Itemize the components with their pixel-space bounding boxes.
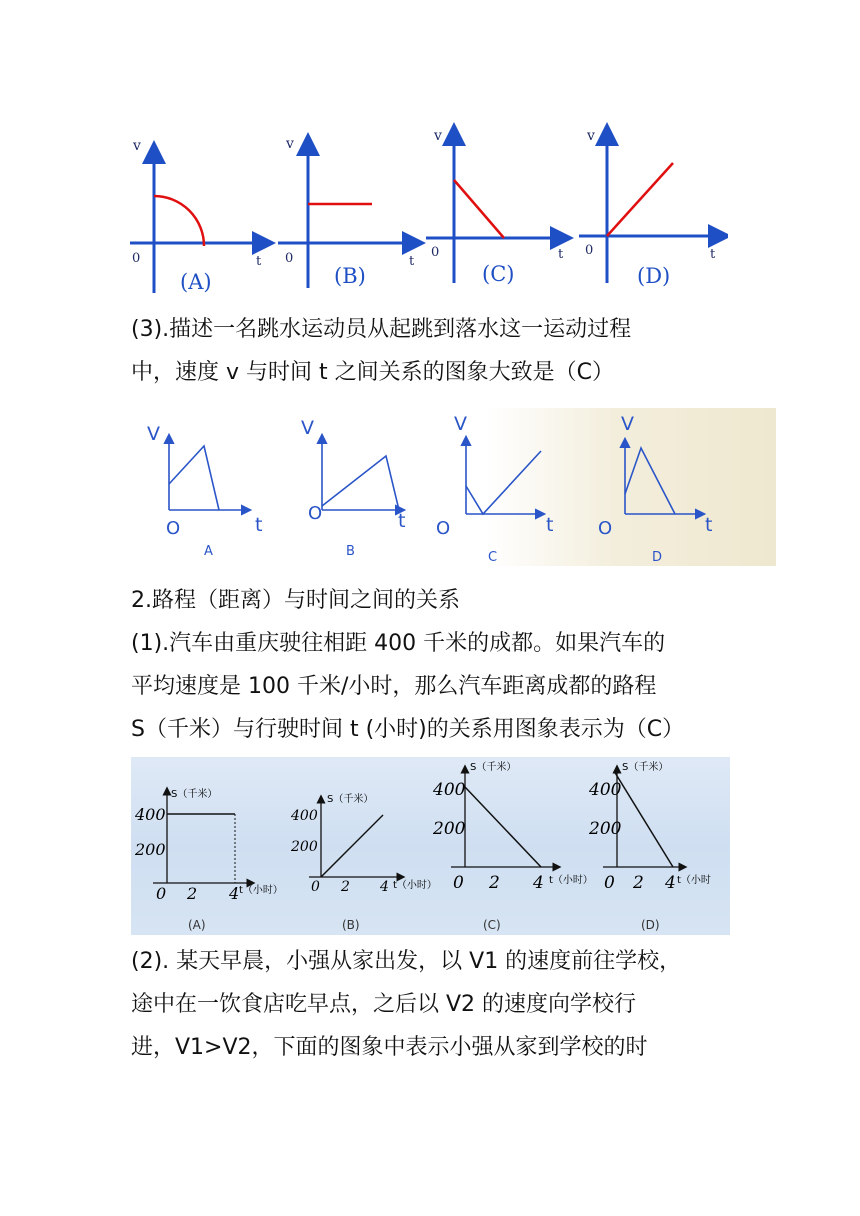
axis-t-c2: t (546, 514, 554, 536)
diver-curve-b (322, 456, 399, 510)
diver-graph-a (147, 423, 262, 559)
distance-line-b (321, 815, 383, 877)
axis-v-c: v (434, 128, 442, 144)
origin-c: 0 (431, 245, 440, 260)
axis-t-b3: t（小时） (393, 880, 437, 891)
axis-t-a2: t (255, 514, 263, 536)
graph-b (278, 136, 420, 288)
axis-s-a3: S（千米） (171, 789, 218, 800)
tick-4-c3: 4 (533, 873, 544, 893)
distance-line-d (614, 771, 673, 867)
section-2-heading-text: 2.路程（距离）与时间之间的关系 (131, 588, 460, 613)
question-3-line-2: 中，速度 v 与时间 t 之间关系的图象大致是（C） (131, 360, 614, 385)
label-a3: (A) (188, 918, 206, 932)
velocity-graphs-svg (130, 108, 728, 300)
tick-4-a3: 4 (229, 884, 240, 903)
origin-c3: 0 (453, 873, 464, 893)
axis-v-a: v (133, 138, 141, 154)
question-1-line-2: 平均速度是 100 千米/小时，那么汽车距离成都的路程 (131, 674, 657, 699)
origin-a: 0 (132, 251, 141, 266)
label-a2: A (204, 544, 213, 559)
axis-t-d3: t（小时 (677, 875, 711, 886)
distance-graph-a (134, 787, 283, 932)
axis-s-d3: S（千米） (622, 762, 669, 773)
diver-graph-b (301, 417, 405, 559)
diver-velocity-figure (131, 408, 776, 566)
origin-b2: O (308, 503, 323, 524)
tick-4-d3: 4 (665, 873, 676, 893)
tick-4-b3: 4 (380, 879, 389, 895)
axis-s-c3: S（千米） (470, 762, 517, 773)
origin-d2: O (598, 518, 613, 539)
section-2-heading (131, 579, 731, 622)
distance-graph-d (588, 760, 711, 932)
axis-t-a3: t（小时） (239, 885, 283, 896)
tick-400-d3: 400 (589, 780, 622, 800)
tick-200-a3: 200 (135, 840, 166, 859)
distance-time-svg (131, 757, 730, 935)
label-b3: (B) (342, 918, 360, 932)
tick-2-a3: 2 (187, 884, 198, 903)
graph-c (426, 128, 568, 286)
axis-t-d2: t (705, 514, 713, 536)
axis-t-b: t (409, 254, 415, 269)
diver-curve-d (625, 448, 675, 514)
distance-graph-c (432, 760, 593, 932)
axis-t-b2: t (398, 510, 406, 532)
velocity-graphs-figure (130, 108, 728, 300)
label-c: (C) (482, 262, 515, 286)
axis-t-c: t (558, 247, 564, 262)
question-2 (131, 940, 731, 1069)
axis-s-b3: S（千米） (327, 794, 374, 805)
axis-t-c3: t（小时） (549, 875, 593, 886)
graph-a (130, 138, 270, 294)
tick-2-b3: 2 (341, 879, 350, 895)
diver-velocity-svg (131, 408, 776, 566)
label-b2: B (346, 544, 355, 559)
question-2-line-2: 途中在一饮食店吃早点，之后以 V2 的速度向学校行 (131, 992, 637, 1017)
question-2-line-1: (2). 某天早晨，小强从家出发，以 V1 的速度前往学校， (131, 949, 682, 974)
question-1 (131, 622, 731, 751)
diver-curve-a (169, 446, 219, 510)
axis-v-d: v (587, 128, 595, 144)
diver-graph-d (598, 413, 712, 565)
question-2-line-3: 进，V1>V2，下面的图象中表示小强从家到学校的时 (131, 1035, 648, 1060)
origin-b: 0 (285, 251, 294, 266)
tick-200-d3: 200 (589, 819, 622, 839)
tick-200-b3: 200 (291, 839, 318, 855)
graph-d (579, 128, 726, 288)
origin-a2: O (166, 518, 181, 539)
question-1-line-1: (1).汽车由重庆驶往相距 400 千米的成都。如果汽车的 (131, 631, 666, 656)
axis-v-c2: V (454, 413, 467, 435)
label-c3: (C) (483, 918, 501, 932)
axis-t-d: t (710, 247, 716, 262)
axis-v-d2: V (621, 413, 634, 435)
tick-400-a3: 400 (135, 805, 166, 824)
distance-graph-b (290, 792, 437, 932)
curve-a (154, 196, 204, 246)
distance-line-c (465, 787, 541, 867)
label-b: (B) (334, 264, 366, 288)
axis-v-b: v (286, 136, 294, 152)
axis-v-a2: V (147, 423, 160, 445)
label-d2: D (652, 550, 663, 565)
origin-d: 0 (585, 243, 594, 258)
distance-time-figure (131, 757, 730, 935)
label-a: (A) (180, 270, 212, 294)
tick-400-b3: 400 (291, 808, 318, 824)
origin-c2: O (436, 518, 451, 539)
curve-c (454, 180, 504, 238)
tick-2-d3: 2 (633, 873, 644, 893)
question-1-line-3: S（千米）与行驶时间 t (小时)的关系用图象表示为（C） (131, 717, 685, 742)
axis-v-b2: V (301, 417, 314, 439)
axis-t-a: t (256, 254, 262, 269)
label-c2: C (488, 550, 498, 565)
question-3 (131, 308, 731, 394)
diver-graph-c (436, 413, 553, 565)
label-d3: (D) (641, 918, 660, 932)
curve-d (607, 163, 673, 236)
tick-200-c3: 200 (433, 819, 466, 839)
origin-a3: 0 (156, 884, 167, 903)
question-3-line-1: (3).描述一名跳水运动员从起跳到落水这一运动过程 (131, 317, 632, 342)
tick-400-c3: 400 (433, 780, 466, 800)
tick-2-c3: 2 (489, 873, 500, 893)
origin-d3: 0 (604, 873, 615, 893)
label-d: (D) (637, 264, 671, 288)
diver-curve-c (466, 451, 541, 514)
origin-b3: 0 (311, 879, 320, 895)
